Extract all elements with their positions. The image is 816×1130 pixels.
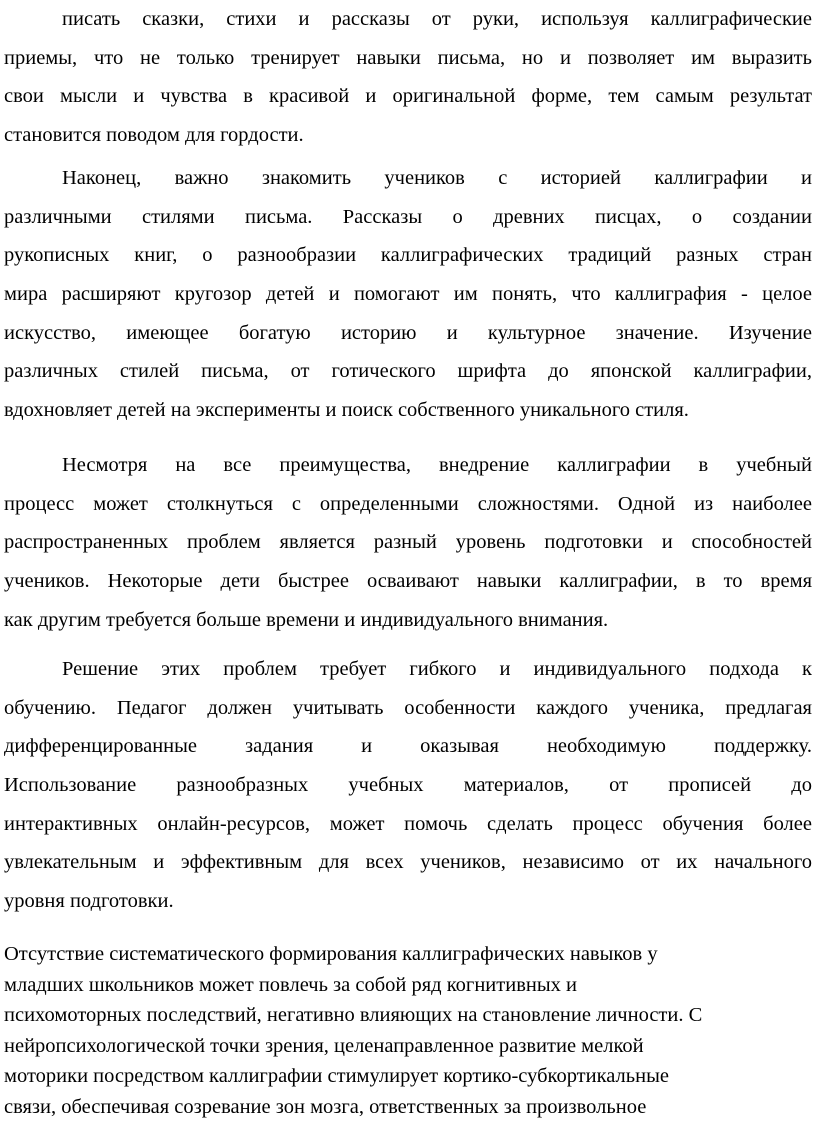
paragraph-history-of-calligraphy — [4, 159, 812, 430]
paragraph-line: уровня подготовки. — [4, 890, 174, 913]
paragraph-line: Наконец, важно знакомить учеников с историей каллиграфии и — [62, 167, 812, 189]
paragraph-unformatted — [4, 939, 812, 1122]
paragraph-line: интерактивных онлайн-ресурсов, может помочь сделать процесс обучения более — [4, 812, 812, 835]
paragraph-line: моторики посредством каллиграфии стимулирует кортико-субкортикальные — [4, 1065, 669, 1087]
paragraph-line: Несмотря на все преимущества, внедрение каллиграфии в учебный — [62, 454, 812, 476]
paragraph-line: мира расширяют кругозор детей и помогают им понять, что каллиграфия - целое — [4, 283, 812, 306]
paragraph-line: процесс может столкнуться с определенными сложностями. Одной из наиболее — [4, 492, 812, 515]
paragraph-line: связи, обеспечивая созревание зон мозга, ответственных за произвольное — [4, 1095, 647, 1118]
paragraph-line: становится поводом для гордости. — [4, 124, 304, 147]
paragraph-line: писать сказки, стихи и рассказы от руки, используя каллиграфические — [62, 8, 812, 30]
paragraph-line: нейропсихологической точки зрения, целенаправленное развитие мелкой — [4, 1034, 644, 1057]
paragraph-line: увлекательным и эффективным для всех учеников, независимо от их начального — [4, 851, 812, 874]
paragraph-line: рукописных книг, о разнообразии каллиграфических традиций разных стран — [4, 244, 812, 267]
paragraph-difficulties — [4, 446, 812, 639]
paragraph-line: обучению. Педагог должен учитывать особенности каждого ученика, предлагая — [4, 696, 812, 719]
paragraph-solutions — [4, 650, 812, 921]
paragraph-line: дифференцированные задания и оказывая необходимую поддержку. — [4, 735, 812, 758]
paragraph-line: искусство, имеющее богатую историю и культурное значение. Изучение — [4, 321, 812, 344]
paragraph-continuation — [4, 0, 812, 155]
paragraph-line: различных стилей письма, от готического шрифта до японской каллиграфии, — [4, 360, 812, 383]
paragraph-line: различными стилями письма. Рассказы о древних писцах, о создании — [4, 205, 812, 228]
paragraph-line: Использование разнообразных учебных материалов, от прописей до — [4, 774, 812, 797]
paragraph-line: как другим требуется больше времени и индивидуального внимания. — [4, 608, 609, 631]
paragraph-line: Отсутствие систематического формирования каллиграфических навыков у — [4, 943, 658, 965]
paragraph-line: вдохновляет детей на эксперименты и поиск собственного уникального стиля. — [4, 399, 689, 422]
paragraph-line: приемы, что не только тренирует навыки письма, но и позволяет им выразить — [4, 46, 812, 69]
paragraph-line: распространенных проблем является разный уровень подготовки и способностей — [4, 531, 812, 554]
paragraph-line: свои мысли и чувства в красивой и оригинальной форме, тем самым результат — [4, 85, 812, 108]
paragraph-line: психомоторных последствий, негативно влияющих на становление личности. С — [4, 1004, 703, 1026]
paragraph-line: учеников. Некоторые дети быстрее осваивают навыки каллиграфии, в то время — [4, 570, 812, 593]
paragraph-line: младших школьников может повлечь за собой ряд когнитивных и — [4, 973, 577, 996]
paragraph-line: Решение этих проблем требует гибкого и индивидуального подхода к — [62, 658, 812, 680]
